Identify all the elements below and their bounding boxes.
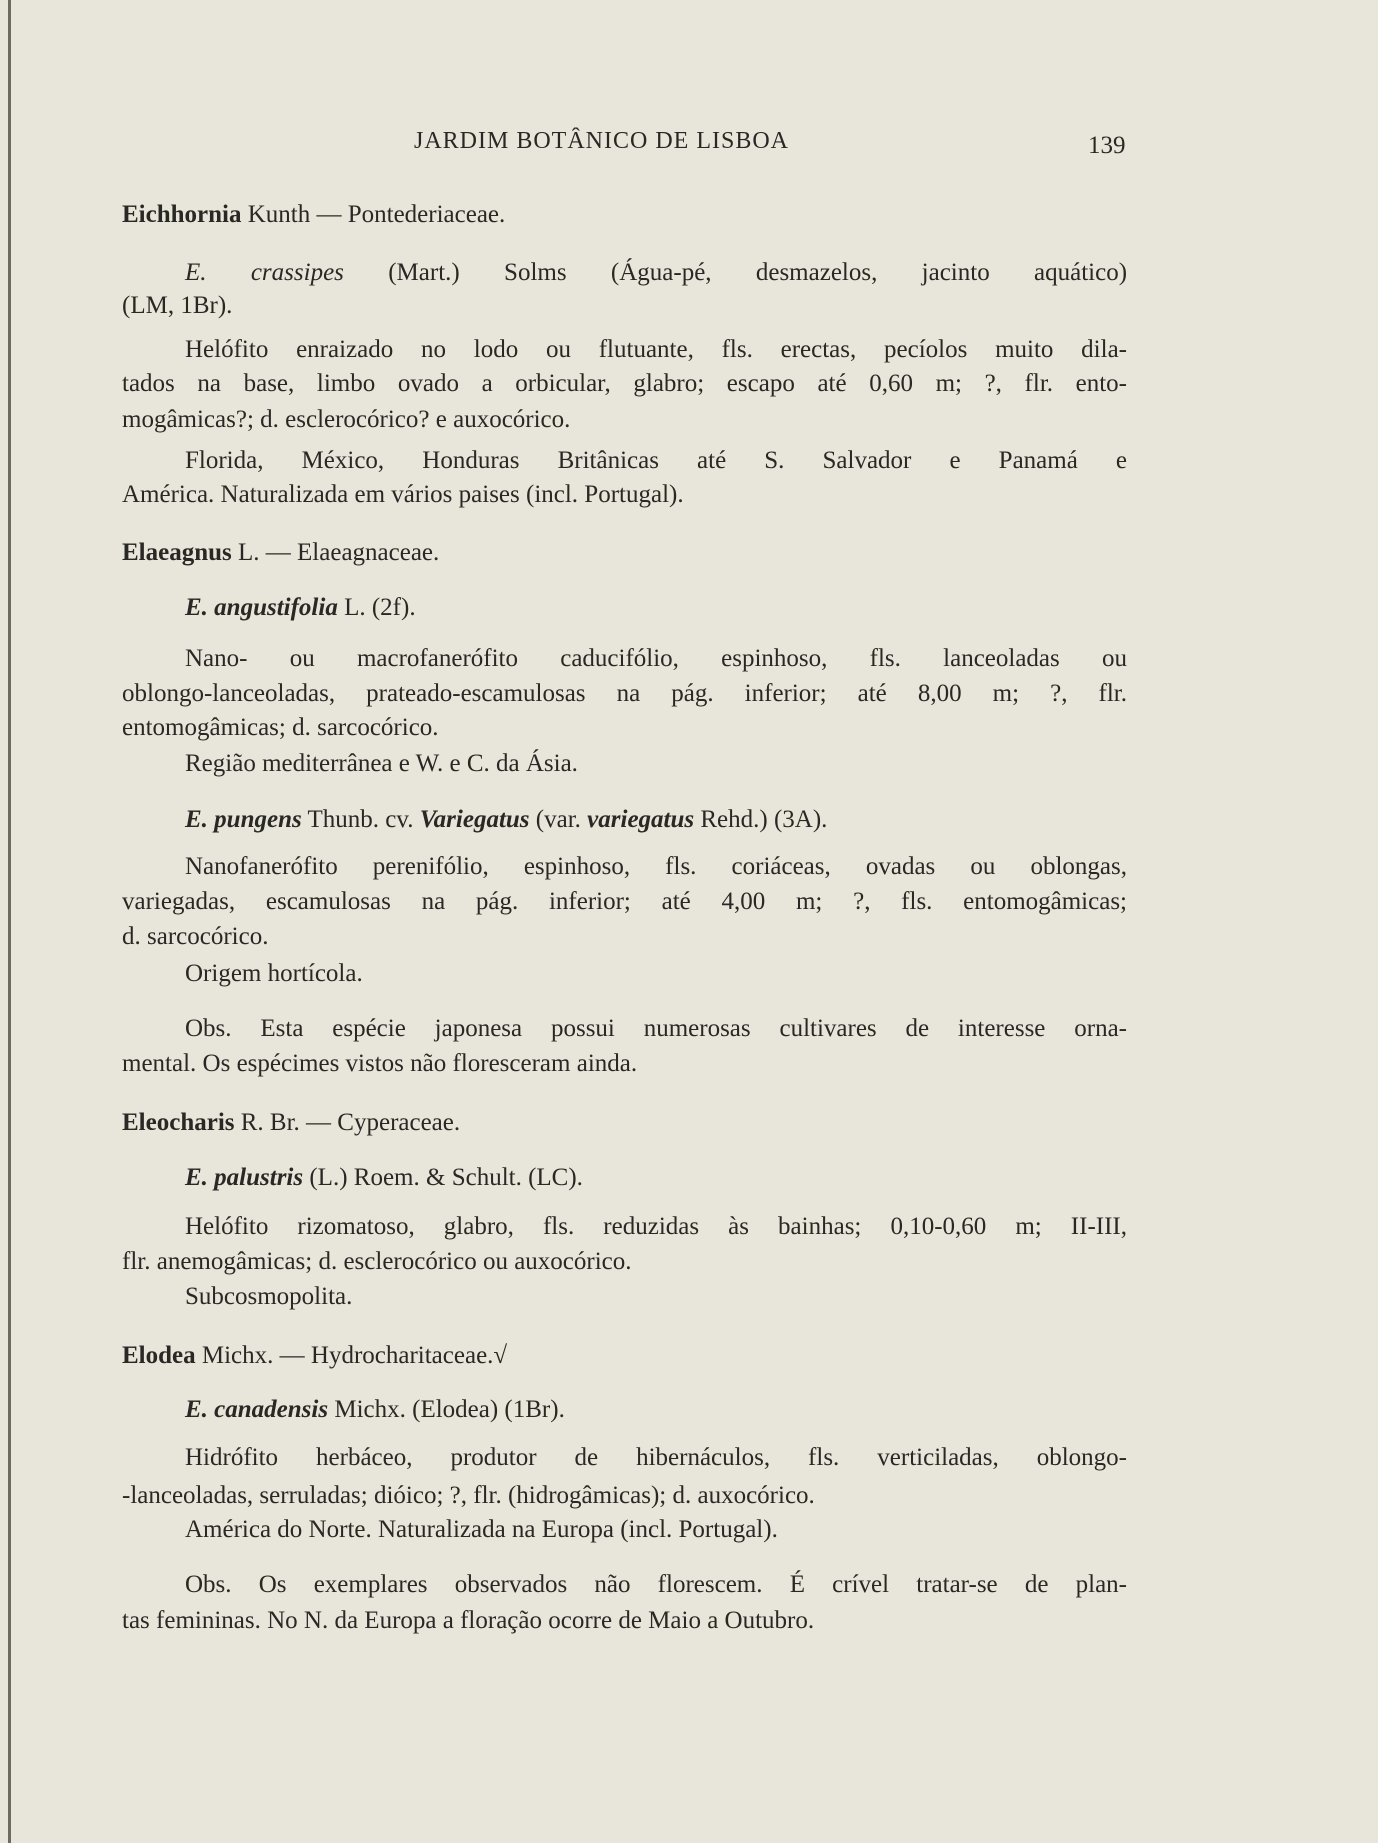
text-line (122, 713, 439, 743)
text-segment: oblongo-lanceoladas, prateado-escamulosas na pág. inferior; até 8,00 m; ?, flr. (122, 680, 1127, 707)
species-name: E. angustifolia (185, 594, 338, 621)
text-segment: Nano- ou macrofanerófito caducifólio, espinhoso, fls. lanceoladas ou (185, 645, 1127, 672)
text-line (185, 258, 1127, 288)
text-segment: América. Naturalizada em vários paises (incl. Portugal). (122, 481, 684, 508)
text-line (185, 959, 363, 989)
text-segment: Hidrófito herbáceo, produtor de hibernáculos, fls. verticiladas, oblongo- (185, 1444, 1127, 1471)
text-line (185, 1212, 1127, 1242)
species-name: E. pungens (185, 806, 302, 833)
text-line (185, 446, 1127, 476)
text-line (122, 887, 1127, 917)
page-edge (8, 0, 11, 1843)
text-segment: d. sarcocórico. (122, 923, 269, 950)
text-segment: (var. (535, 806, 581, 833)
text-segment: R. Br. — Cyperaceae. (240, 1109, 461, 1136)
text-segment: entomogâmicas; d. sarcocórico. (122, 714, 439, 741)
text-segment: Thunb. cv. (307, 806, 414, 833)
text-segment: América do Norte. Naturalizada na Europa (incl. Portugal). (185, 1516, 778, 1543)
text-segment: mogâmicas?; d. esclerocórico? e auxocórico. (122, 406, 571, 433)
text-line (122, 1341, 507, 1371)
text-line (185, 1282, 352, 1312)
text-line (122, 679, 1127, 709)
text-segment: tas femininas. No N. da Europa a floração ocorre de Maio a Outubro. (122, 1607, 815, 1634)
text-segment: Nanofanerófito perenifólio, espinhoso, fls. coriáceas, ovadas ou oblongas, (185, 853, 1127, 880)
text-line (122, 922, 268, 952)
text-line (122, 1606, 814, 1636)
text-line (122, 480, 684, 510)
text-line (185, 1570, 1127, 1600)
text-segment: Obs. Os exemplares observados não florescem. É crível tratar-se de plan- (185, 1571, 1127, 1598)
text-segment: Obs. Esta espécie japonesa possui numerosas cultivares de interesse orna- (185, 1015, 1127, 1042)
text-segment: (LM, 1Br). (122, 292, 233, 319)
text-segment: Kunth — Pontederiaceae. (247, 201, 506, 228)
text-segment: (Mart.) Solms (Água-pé, desmazelos, jacinto aquático) (388, 259, 1128, 286)
text-segment: (L.) Roem. & Schult. (LC). (309, 1164, 583, 1191)
text-line (122, 405, 570, 435)
text-segment: Michx. — Hydrocharitaceae.√ (201, 1342, 508, 1369)
text-line (185, 1014, 1127, 1044)
text-line (122, 291, 232, 321)
genus-name: Elaeagnus (122, 539, 232, 566)
species-name: Variegatus (419, 806, 530, 833)
text-segment: L. — Elaeagnaceae. (238, 539, 440, 566)
text-line (122, 1108, 460, 1138)
species-name: E. canadensis (185, 1396, 329, 1423)
text-line (185, 1163, 583, 1193)
text-line (185, 593, 416, 623)
text-segment: Helófito enraizado no lodo ou flutuante, fls. erectas, pecíolos muito dila- (185, 336, 1127, 363)
genus-name: Eichhornia (122, 201, 242, 228)
species-name: E. palustris (185, 1164, 304, 1191)
text-line (122, 1247, 632, 1277)
text-line (185, 335, 1127, 365)
text-line (185, 805, 827, 835)
species-name: E. crassipes (185, 259, 344, 286)
text-line (185, 1395, 565, 1425)
text-segment: variegadas, escamulosas na pág. inferior; até 4,00 m; ?, fls. entomogâmicas; (122, 888, 1127, 915)
text-line (185, 1515, 778, 1545)
text-segment: Subcosmopolita. (185, 1283, 353, 1310)
running-title: JARDIM BOTÂNICO DE LISBOA (414, 128, 790, 154)
text-line (122, 538, 439, 568)
text-line (185, 644, 1127, 674)
text-segment: Michx. (Elodea) (1Br). (334, 1396, 565, 1423)
text-segment: tados na base, limbo ovado a orbicular, glabro; escapo até 0,60 m; ?, flr. ento- (122, 370, 1127, 397)
species-name: variegatus (587, 806, 695, 833)
text-segment: Rehd.) (3A). (700, 806, 828, 833)
text-line (122, 200, 505, 230)
text-segment: L. (2f). (344, 594, 416, 621)
text-segment: Origem hortícola. (185, 960, 363, 987)
text-segment: -lanceoladas, serruladas; dióico; ?, flr. (hidrogâmicas); d. auxocórico. (122, 1482, 815, 1509)
text-segment: flr. anemogâmicas; d. esclerocórico ou auxocórico. (122, 1248, 632, 1275)
text-line (185, 749, 578, 779)
text-line (185, 852, 1127, 882)
text-segment: Florida, México, Honduras Britânicas até S. Salvador e Panamá e (185, 447, 1127, 474)
text-line (122, 1481, 815, 1511)
text-line (122, 369, 1127, 399)
text-segment: mental. Os espécimes vistos não floresceram ainda. (122, 1050, 638, 1077)
genus-name: Elodea (122, 1342, 196, 1369)
text-segment: Região mediterrânea e W. e C. da Ásia. (185, 750, 578, 777)
text-segment: Helófito rizomatoso, glabro, fls. reduzidas às bainhas; 0,10-0,60 m; II-III, (185, 1213, 1127, 1240)
text-line (185, 1443, 1127, 1473)
page-number: 139 (1088, 132, 1126, 159)
genus-name: Eleocharis (122, 1109, 235, 1136)
text-line (122, 1049, 637, 1079)
